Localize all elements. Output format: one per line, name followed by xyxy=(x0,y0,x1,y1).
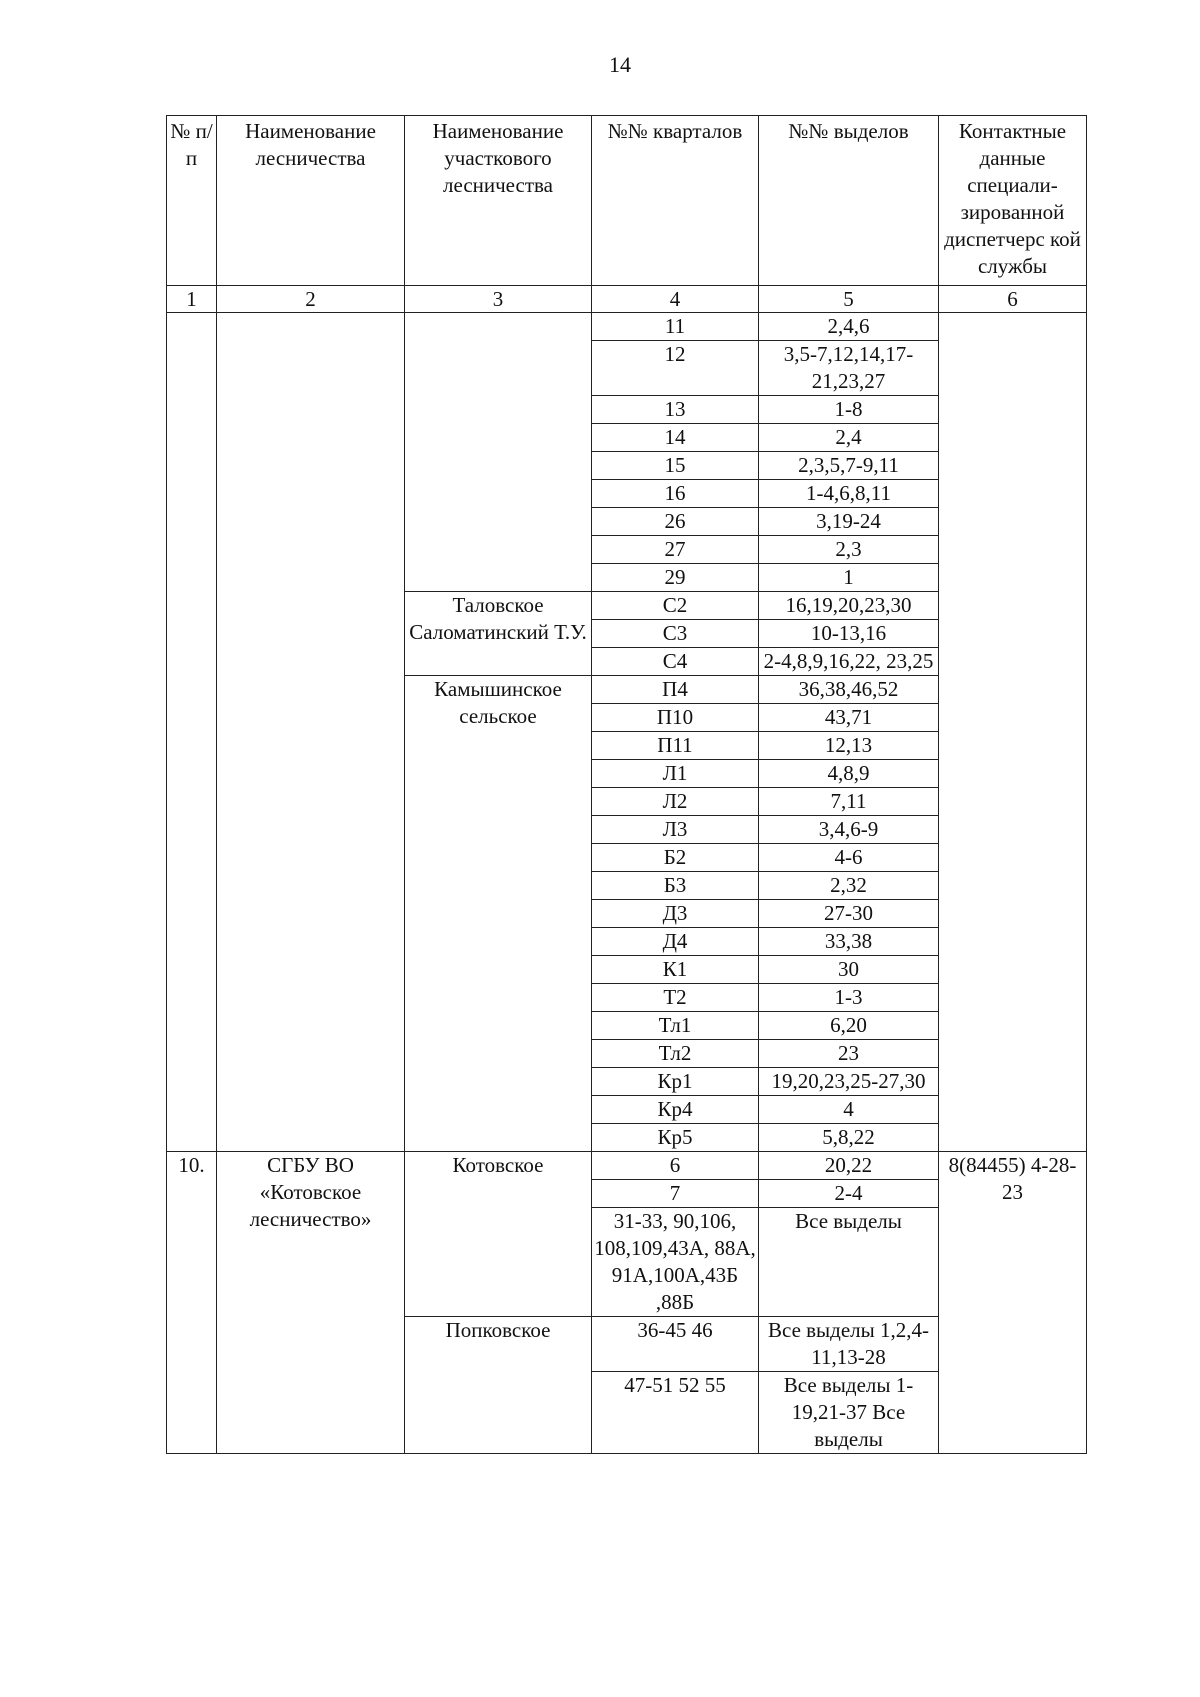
quarter-cell: 7 xyxy=(592,1180,759,1208)
quarter-cell: 15 xyxy=(592,452,759,480)
quarter-cell: 12 xyxy=(592,341,759,396)
quarter-cell: Кр4 xyxy=(592,1096,759,1124)
allotment-cell: 1-8 xyxy=(759,396,939,424)
header-row xyxy=(167,116,1087,286)
quarter-cell: Кр1 xyxy=(592,1068,759,1096)
allotment-cell: 2-4,8,9,16,22, 23,25 xyxy=(759,648,939,676)
quarter-cell: 47-51 52 55 xyxy=(592,1372,759,1454)
quarter-cell: П11 xyxy=(592,732,759,760)
allotment-cell: 1-3 xyxy=(759,984,939,1012)
table-row xyxy=(167,313,1087,341)
quarter-cell: 16 xyxy=(592,480,759,508)
column-number: 5 xyxy=(759,286,939,313)
district-forestry-name: Попковское xyxy=(405,1317,592,1454)
quarter-cell: Д4 xyxy=(592,928,759,956)
allotment-cell: 1 xyxy=(759,564,939,592)
continuation-contact-cell xyxy=(939,313,1087,1152)
allotment-cell: 5,8,22 xyxy=(759,1124,939,1152)
quarter-cell: 27 xyxy=(592,536,759,564)
continuation-forestry-cell xyxy=(217,313,405,1152)
allotment-cell: 19,20,23,25-27,30 xyxy=(759,1068,939,1096)
column-number: 3 xyxy=(405,286,592,313)
allotment-cell: 23 xyxy=(759,1040,939,1068)
quarter-cell: 13 xyxy=(592,396,759,424)
allotment-cell: 4-6 xyxy=(759,844,939,872)
allotment-cell: 36,38,46,52 xyxy=(759,676,939,704)
allotment-cell: 2,3 xyxy=(759,536,939,564)
allotment-cell: 2,4,6 xyxy=(759,313,939,341)
allotment-cell: 7,11 xyxy=(759,788,939,816)
quarter-cell: Б3 xyxy=(592,872,759,900)
row-number: 10. xyxy=(167,1152,217,1454)
table-row xyxy=(167,1152,1087,1180)
header-contacts: Контактные данные специали- зированной диспетчерс кой службы xyxy=(939,116,1087,286)
quarter-cell: К1 xyxy=(592,956,759,984)
quarter-cell: Л3 xyxy=(592,816,759,844)
quarter-cell: Б2 xyxy=(592,844,759,872)
allotment-cell: 33,38 xyxy=(759,928,939,956)
quarter-cell: 36-45 46 xyxy=(592,1317,759,1372)
allotment-cell: 3,5-7,12,14,17-21,23,27 xyxy=(759,341,939,396)
allotment-cell: 6,20 xyxy=(759,1012,939,1040)
quarter-cell: Л1 xyxy=(592,760,759,788)
quarter-cell: Тл2 xyxy=(592,1040,759,1068)
quarter-cell: Д3 xyxy=(592,900,759,928)
header-forestry: Наименование лесничества xyxy=(217,116,405,286)
allotment-cell: 27-30 xyxy=(759,900,939,928)
allotment-cell: 12,13 xyxy=(759,732,939,760)
district-forestry-name: Камышинское сельское xyxy=(405,676,592,1152)
allotment-cell: 4 xyxy=(759,1096,939,1124)
header-number: № п/п xyxy=(167,116,217,286)
forestry-name: СГБУ ВО «Котовское лесничество» xyxy=(217,1152,405,1454)
header-quarters: №№ кварталов xyxy=(592,116,759,286)
allotment-cell: 2,4 xyxy=(759,424,939,452)
quarter-cell: 26 xyxy=(592,508,759,536)
continuation-district-cell xyxy=(405,313,592,592)
column-number-row xyxy=(167,286,1087,313)
continuation-number-cell xyxy=(167,313,217,1152)
quarter-cell: 6 xyxy=(592,1152,759,1180)
header-allotments: №№ выделов xyxy=(759,116,939,286)
header-district-forestry: Наименование участкового лесничества xyxy=(405,116,592,286)
page-number: 14 xyxy=(609,52,631,77)
quarter-cell: П10 xyxy=(592,704,759,732)
allotment-cell: 2-4 xyxy=(759,1180,939,1208)
column-number: 6 xyxy=(939,286,1087,313)
district-forestry-name: Таловское Саломатинский Т.У. xyxy=(405,592,592,676)
allotment-cell: 4,8,9 xyxy=(759,760,939,788)
allotment-cell: Все выделы 1,2,4-11,13-28 xyxy=(759,1317,939,1372)
contact-data: 8(84455) 4-28-23 xyxy=(939,1152,1087,1454)
allotment-cell: 20,22 xyxy=(759,1152,939,1180)
quarter-cell: 29 xyxy=(592,564,759,592)
quarter-cell: Тл1 xyxy=(592,1012,759,1040)
column-number: 2 xyxy=(217,286,405,313)
column-number: 4 xyxy=(592,286,759,313)
allotment-cell: 3,19-24 xyxy=(759,508,939,536)
column-number: 1 xyxy=(167,286,217,313)
quarter-cell: С2 xyxy=(592,592,759,620)
quarter-cell: 14 xyxy=(592,424,759,452)
quarter-cell: Кр5 xyxy=(592,1124,759,1152)
allotment-cell: 43,71 xyxy=(759,704,939,732)
allotment-cell: 2,32 xyxy=(759,872,939,900)
district-forestry-name: Котовское xyxy=(405,1152,592,1317)
allotment-cell: 1-4,6,8,11 xyxy=(759,480,939,508)
quarter-cell: 31-33, 90,106, 108,109,43А, 88А, 91А,100А,43Б ,88Б xyxy=(592,1208,759,1317)
quarter-cell: П4 xyxy=(592,676,759,704)
quarter-cell: 11 xyxy=(592,313,759,341)
allotment-cell: 10-13,16 xyxy=(759,620,939,648)
quarter-cell: Л2 xyxy=(592,788,759,816)
allotment-cell: 16,19,20,23,30 xyxy=(759,592,939,620)
allotment-cell: Все выделы 1-19,21-37 Все выделы xyxy=(759,1372,939,1454)
forestry-table xyxy=(166,115,1087,1454)
quarter-cell: С4 xyxy=(592,648,759,676)
allotment-cell: 3,4,6-9 xyxy=(759,816,939,844)
quarter-cell: С3 xyxy=(592,620,759,648)
allotment-cell: 2,3,5,7-9,11 xyxy=(759,452,939,480)
allotment-cell: Все выделы xyxy=(759,1208,939,1317)
allotment-cell: 30 xyxy=(759,956,939,984)
quarter-cell: Т2 xyxy=(592,984,759,1012)
